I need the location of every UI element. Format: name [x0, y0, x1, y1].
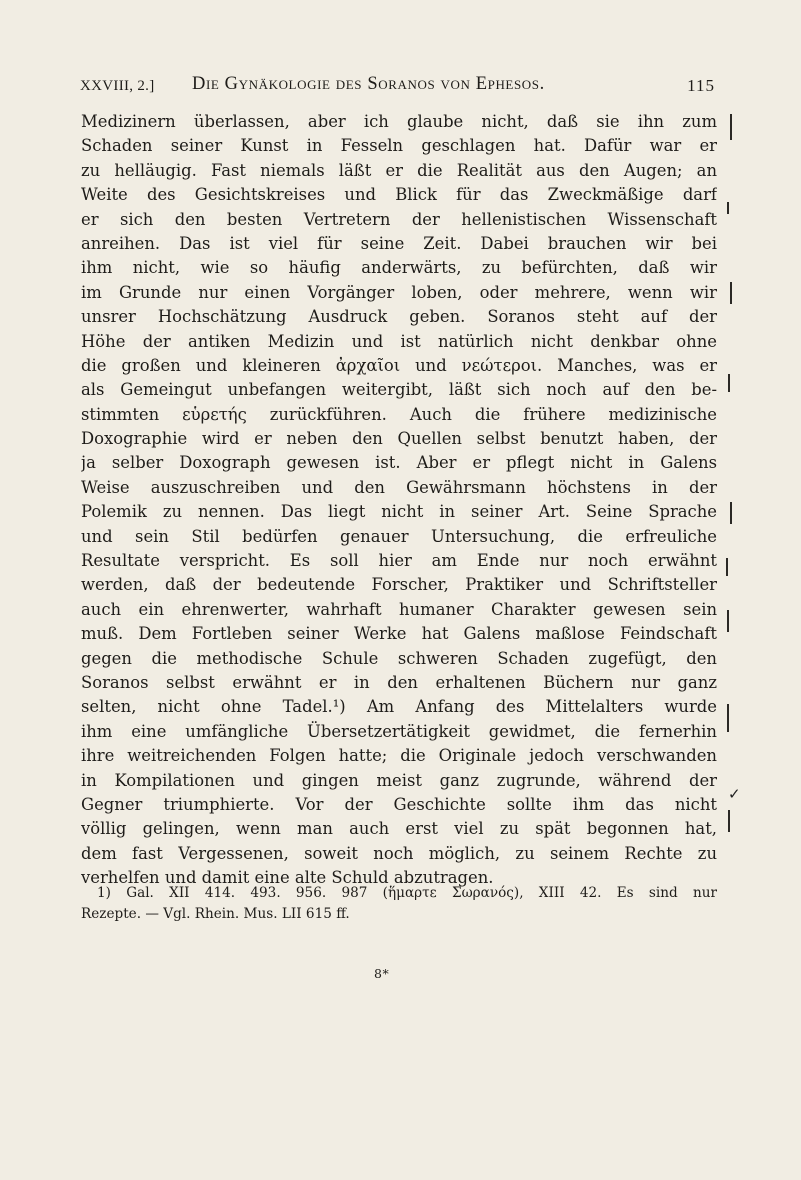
printer-signature: 8*: [374, 966, 390, 981]
text-line: ihre weitreichenden Folgen hatte; die Originale jedoch verschwanden: [81, 746, 717, 766]
margin-pencil-mark: [730, 502, 732, 524]
running-title: Die Gynäkologie des Soranos von Ephesos.: [192, 74, 545, 94]
text-line: in Kompilationen und gingen meist ganz zugrunde, während der: [81, 770, 717, 790]
text-line: ja selber Doxograph gewesen ist. Aber er pflegt nicht in Galens: [81, 453, 717, 473]
text-line: Weite des Gesichtskreises und Blick für das Zweckmäßige darf: [81, 185, 717, 205]
margin-check-mark: ✓: [728, 785, 741, 803]
margin-annotations: [724, 110, 754, 830]
text-line: Schaden seiner Kunst in Fesseln geschlagen hat. Dafür war er: [81, 136, 717, 156]
text-line: als Gemeingut unbefangen weitergibt, läßt sich noch auf den be-: [81, 380, 717, 400]
text-line: Höhe der antiken Medizin und ist natürlich nicht denkbar ohne: [81, 331, 717, 351]
text-line: Gegner triumphierte. Vor der Geschichte sollte ihm das nicht: [81, 794, 717, 814]
footnote-line: Rezepte. — Vgl. Rhein. Mus. LII 615 ff.: [81, 905, 350, 922]
text-line: und sein Stil bedürfen genauer Untersuchung, die erfreuliche: [81, 526, 717, 546]
text-line: Resultate verspricht. Es soll hier am Ende nur noch erwähnt: [81, 551, 717, 571]
text-line: dem fast Vergessenen, soweit noch möglich, zu seinem Rechte zu: [81, 843, 717, 863]
section-reference: XXVIII, 2.]: [80, 78, 155, 94]
text-line: werden, daß der bedeutende Forscher, Praktiker und Schriftsteller: [81, 575, 717, 595]
text-line: stimmten εὑρετής zurückführen. Auch die frühere medizinische: [81, 404, 717, 424]
page-number: 115: [687, 76, 715, 95]
text-line: er sich den besten Vertretern der hellenistischen Wissenschaft: [81, 209, 717, 229]
running-header: [80, 74, 715, 98]
text-line: verhelfen und damit eine alte Schuld abzutragen.: [81, 868, 494, 888]
margin-pencil-mark: [726, 558, 728, 576]
footnote: [81, 883, 717, 924]
footnote-line: 1) Gal. XII 414. 493. 956. 987 (ἥμαρτε Σωρανός), XIII 42. Es sind nur: [97, 885, 717, 901]
margin-pencil-mark: [727, 704, 729, 732]
margin-pencil-mark: [728, 374, 730, 392]
text-line: anreihen. Das ist viel für seine Zeit. Dabei brauchen wir bei: [81, 233, 717, 253]
text-line: auch ein ehrenwerter, wahrhaft humaner Charakter gewesen sein: [81, 599, 717, 619]
text-line: muß. Dem Fortleben seiner Werke hat Galens maßlose Feindschaft: [81, 624, 717, 644]
body-text: [81, 110, 717, 891]
text-line: ihm nicht, wie so häufig anderwärts, zu befürchten, daß wir: [81, 258, 717, 278]
margin-pencil-mark: [730, 114, 732, 140]
text-line: ihm eine umfängliche Übersetzertätigkeit gewidmet, die fernerhin: [81, 721, 717, 741]
text-line: gegen die methodische Schule schweren Schaden zugefügt, den: [81, 648, 717, 668]
margin-pencil-mark: [730, 282, 732, 304]
text-line: unsrer Hochschätzung Ausdruck geben. Soranos steht auf der: [81, 307, 717, 327]
text-line: Weise auszuschreiben und den Gewährsmann höchstens in der: [81, 477, 717, 497]
text-line: Soranos selbst erwähnt er in den erhaltenen Büchern nur ganz: [81, 672, 717, 692]
text-line: im Grunde nur einen Vorgänger loben, oder mehrere, wenn wir: [81, 282, 717, 302]
text-line: Polemik zu nennen. Das liegt nicht in seiner Art. Seine Sprache: [81, 502, 717, 522]
text-line: selten, nicht ohne Tadel.¹) Am Anfang des Mittelalters wurde: [81, 697, 717, 717]
text-line: völlig gelingen, wenn man auch erst viel zu spät begonnen hat,: [81, 819, 717, 839]
margin-pencil-mark: [727, 610, 729, 632]
margin-pencil-mark: [727, 202, 729, 214]
text-line: die großen und kleineren ἀρχαῖοι und νεώτεροι. Manches, was er: [81, 355, 717, 375]
text-line: Doxographie wird er neben den Quellen selbst benutzt haben, der: [81, 429, 717, 449]
text-line: Medizinern überlassen, aber ich glaube nicht, daß sie ihn zum: [81, 112, 717, 131]
margin-pencil-mark: [728, 810, 730, 832]
text-line: zu helläugig. Fast niemals läßt er die Realität aus den Augen; an: [81, 160, 717, 180]
